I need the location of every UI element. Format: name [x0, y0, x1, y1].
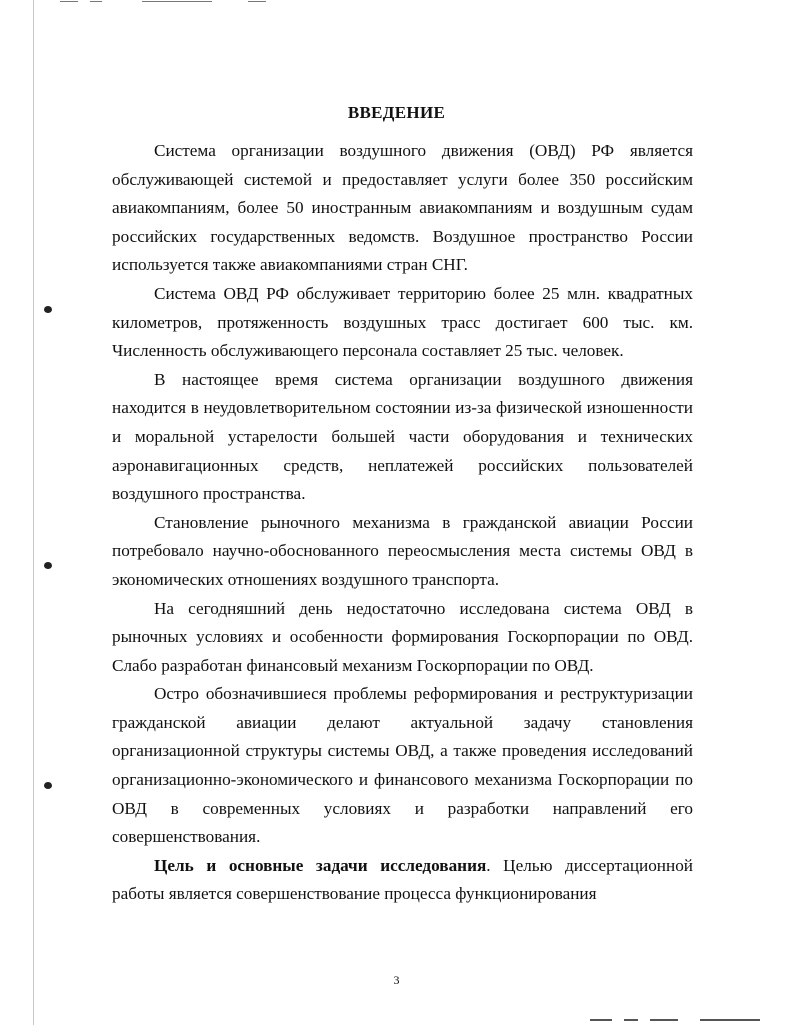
paragraph: В настоящее время система организации воздушного движения находится в неудовлетворительном состоянии из-за физической изношенности и моральной устарелости большей части оборудования и технических аэронавигационных средств, неплатежей российских пользователей воздушного пространства. [112, 369, 693, 504]
paragraph-goal [112, 852, 693, 909]
document-body [112, 137, 693, 909]
scan-artifact-bottom [590, 1018, 790, 1022]
binding-hole-mark [44, 562, 52, 569]
paragraph: Остро обозначившиеся проблемы реформирования и реструктуризации гражданской авиации делают актуальной задачу становления организационной структуры системы ОВД, а также проведения исследований организационно-экономического и финансового механизма Госкорпорации по ОВД в современных условиях и разработки направлений его совершенствования. [112, 684, 693, 847]
paragraph: Система организации воздушного движения (ОВД) РФ является обслуживающей системой и предоставляет услуги более 350 российским авиакомпаниям, более 50 иностранным авиакомпаниям и воздушным судам российских государственных ведомств. Воздушное пространство России используется также авиакомпаниями стран СНГ. [112, 141, 693, 275]
paragraph: Система ОВД РФ обслуживает территорию более 25 млн. квадратных километров, протяженность воздушных трасс достигает 600 тыс. км. Численность обслуживающего персонала составляет 25 тыс. человек. [112, 283, 693, 361]
scan-edge-line [33, 0, 34, 1025]
binding-hole-mark [44, 306, 52, 313]
scan-artifact-top [60, 0, 280, 4]
paragraph: На сегодняшний день недостаточно исследована система ОВД в рыночных условиях и особенности формирования Госкорпорации по ОВД. Слабо разработан финансовый механизм Госкорпорации по ОВД. [112, 598, 693, 675]
page-title: ВВЕДЕНИЕ [347, 103, 446, 122]
goal-text: . Целью диссертационной работы является совершенствование процесса функционирования [112, 855, 693, 904]
page-number: 3 [393, 973, 400, 987]
goal-heading: Цель и основные задачи исследования [154, 855, 487, 875]
binding-hole-mark [44, 782, 52, 789]
paragraph: Становление рыночного механизма в гражданской авиации России потребовало научно-обоснованного переосмысления места системы ОВД в экономических отношениях воздушного транспорта. [112, 512, 693, 589]
